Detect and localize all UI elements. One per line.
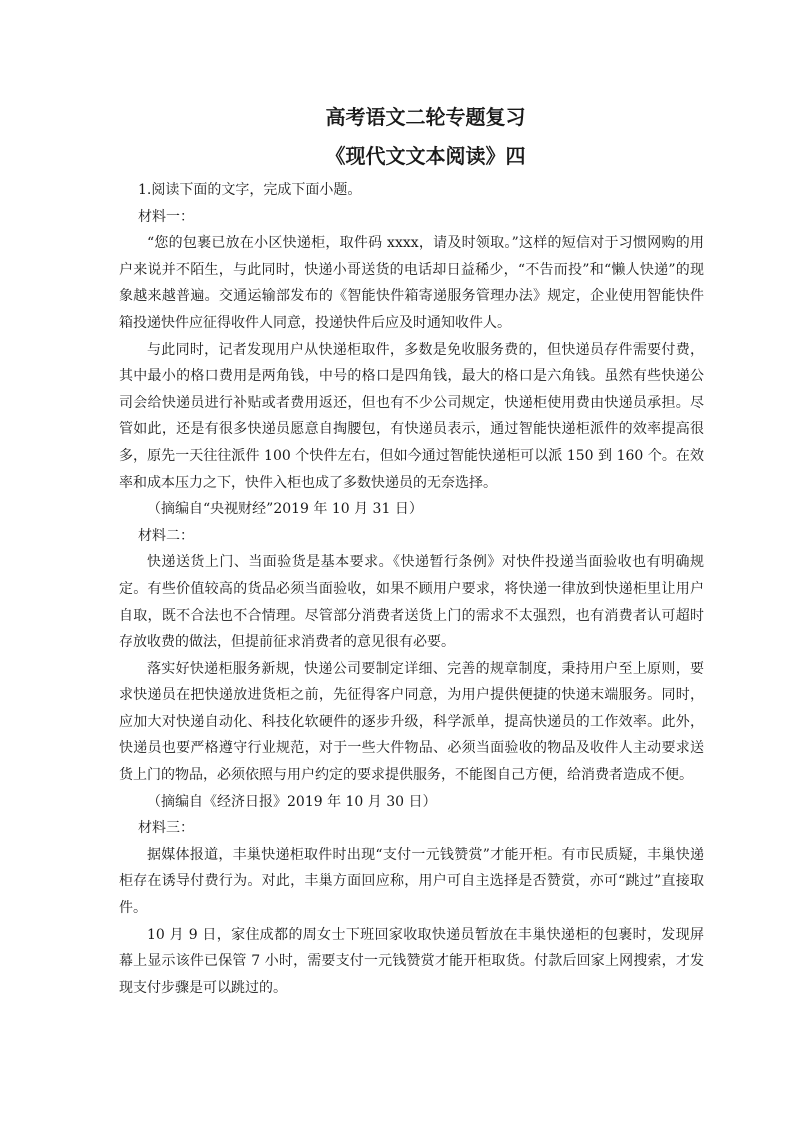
material3-paragraph-2: 10 月 9 日，家住成都的周女士下班回家收取快递员暂放在丰巢快递柜的包裹时，发现屏幕上显示该件已保管 7 小时，需要支付一元钱赞赏才能开柜取货。付款后回家上网搜索，才发现支付步骤是可以跳过的。 bbox=[119, 926, 704, 996]
material1-paragraph-2: 与此同时，记者发现用户从快递柜取件，多数是免收服务费的，但快递员存件需要付费，其中最小的格口费用是两角钱，中号的格口是四角钱，最大的格口是六角钱。虽然有些快递公司会给快递员进行补贴或者费用返还，但也有不少公司规定，快递柜使用费由快递员承担。尽管如此，还是有很多快递员愿意自掏腰包，有快递员表示，通过智能快递柜派件的效率提高很多，原先一天往往派件 100 个快件左右，但如今通过智能快递柜可以派 150 到 160 个。在效率和成本压力之下，快件入柜也成了多数快递员的无奈选择。 bbox=[119, 341, 704, 491]
material3-label: 材料三： bbox=[138, 820, 194, 837]
material2-paragraph-1: 快递送货上门、当面验货是基本要求。《快递暂行条例》对快件投递当面验收也有明确规定。有些价值较高的货品必须当面验收，如果不顾用户要求，将快递一律放到快递柜里让用户自取，既不合法也不合情理。尽管部分消费者送货上门的需求不太强烈，也有消费者认可超时存放收费的做法，但提前征求消费者的意见很有必要。 bbox=[119, 554, 704, 651]
question-intro: 1.阅读下面的文字，完成下面小题。 bbox=[138, 182, 362, 198]
material2-label: 材料二： bbox=[138, 527, 194, 544]
document-subtitle: 《现代文文本阅读》四 bbox=[325, 144, 526, 168]
document-title: 高考语文二轮专题复习 bbox=[325, 105, 526, 129]
material2-source: （摘编自《经济日报》2019 年 10 月 30 日） bbox=[147, 793, 437, 810]
material1-label: 材料一： bbox=[138, 208, 194, 225]
material1-paragraph-1: “您的包裹已放在小区快递柜，取件码 xxxx，请及时领取。”这样的短信对于习惯网购的用户来说并不陌生，与此同时，快递小哥送货的电话却日益稀少，“不告而投”和“懒人快递”的现象越来越普遍。交通运输部发布的《智能快件箱寄递服务管理办法》规定，企业使用智能快件箱投递快件应征得收件人同意，投递快件后应及时通知收件人。 bbox=[119, 235, 704, 331]
material3-paragraph-1: 据媒体报道，丰巢快递柜取件时出现“支付一元钱赞赏”才能开柜。有市民质疑，丰巢快递柜存在诱导付费行为。对此，丰巢方面回应称，用户可自主选择是否赞赏，亦可“跳过”直接取件。 bbox=[119, 846, 704, 917]
material2-paragraph-2: 落实好快递柜服务新规，快递公司要制定详细、完善的规章制度，秉持用户至上原则，要求快递员在把快递放进货柜之前，先征得客户同意，为用户提供便捷的快递末端服务。同时，应加大对快递自动化、科技化软硬件的逐步升级，科学派单，提高快递员的工作效率。此外，快递员也要严格遵守行业规范，对于一些大件物品、必须当面验收的物品及收件人主动要求送货上门的物品，必须依照与用户约定的要求提供服务，不能图自己方便，给消费者造成不便。 bbox=[119, 660, 704, 784]
material1-source: （摘编自“央视财经”2019 年 10 月 31 日） bbox=[147, 501, 423, 518]
